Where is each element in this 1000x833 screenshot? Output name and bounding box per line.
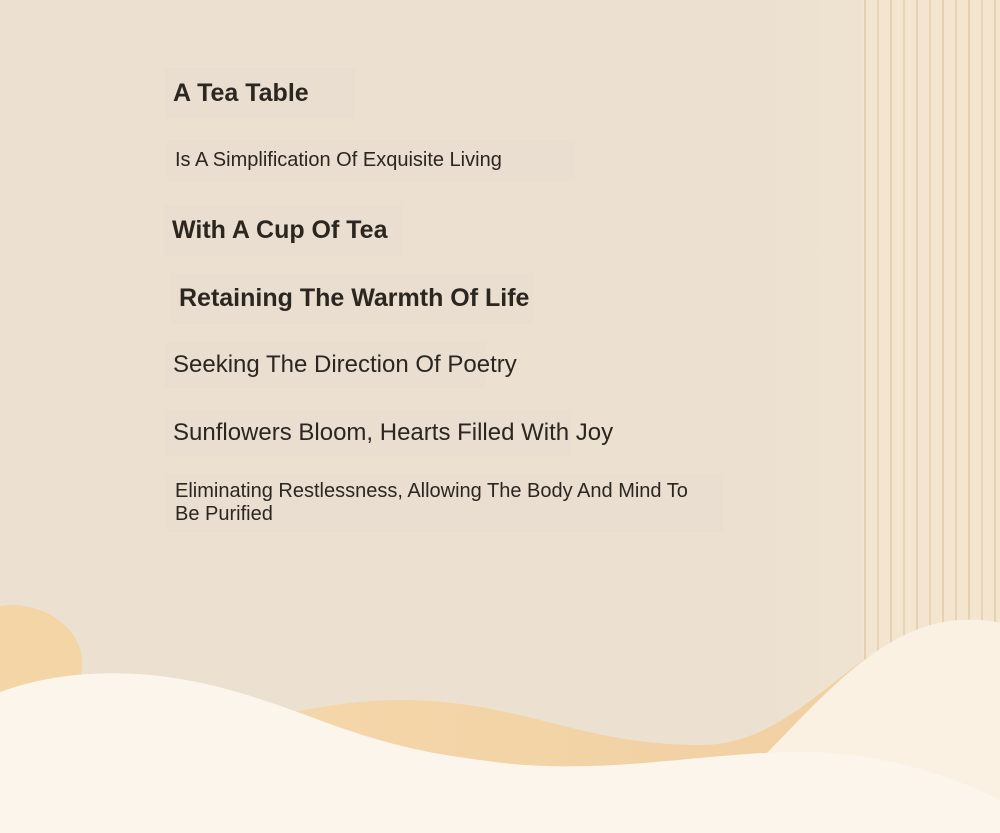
tagline-direction-of-poetry: Seeking The Direction Of Poetry bbox=[165, 342, 485, 388]
tagline-eliminating-restlessness: Eliminating Restlessness, Allowing The Body And Mind To Be Purified bbox=[167, 474, 723, 532]
tagline-sunflowers-bloom: Sunflowers Bloom, Hearts Filled With Joy bbox=[165, 410, 571, 456]
tagline-tea-table: A Tea Table bbox=[165, 68, 355, 119]
tagline-cup-of-tea: With A Cup Of Tea bbox=[164, 205, 402, 256]
tagline-warmth-of-life: Retaining The Warmth Of Life bbox=[171, 273, 533, 324]
tagline-simplification: Is A Simplification Of Exquisite Living bbox=[167, 140, 575, 181]
